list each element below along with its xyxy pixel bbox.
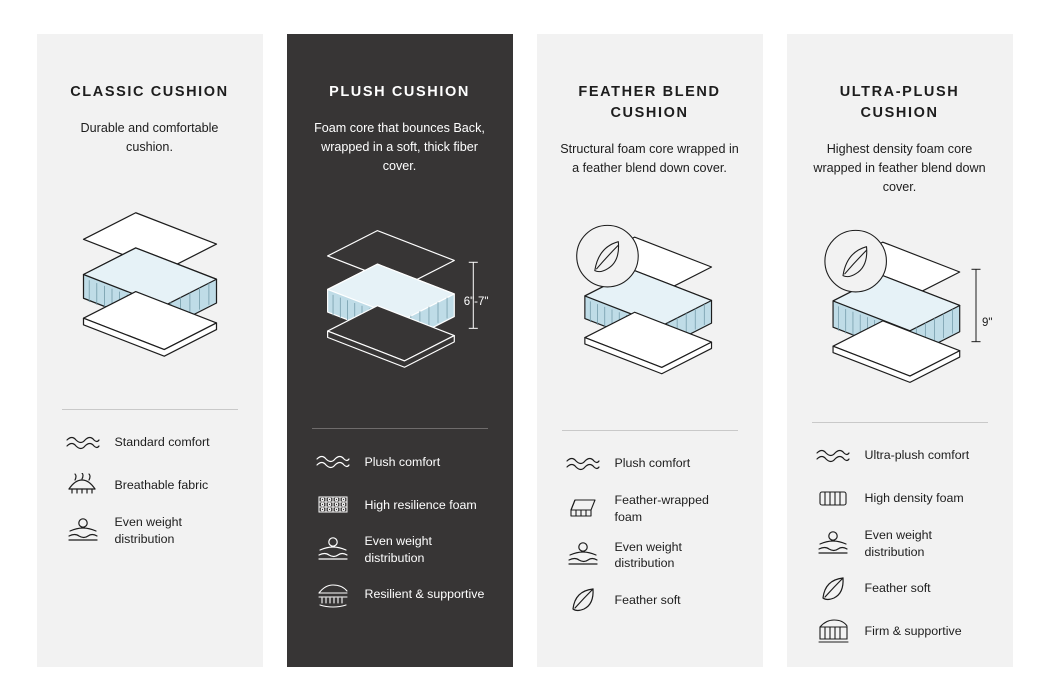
feature-label: Even weight distribution bbox=[114, 514, 183, 546]
list-item bbox=[813, 527, 987, 561]
dimension-label: 9" bbox=[982, 316, 993, 329]
feature-label: Plush comfort bbox=[364, 454, 441, 469]
feature-label: Even weight distribution bbox=[614, 539, 683, 571]
list-item bbox=[313, 490, 487, 520]
feature-label: Even weight distribution bbox=[364, 533, 433, 565]
cushion-layers-illustration bbox=[305, 188, 495, 418]
feature-label: High density foam bbox=[864, 491, 964, 506]
wave-icon bbox=[313, 447, 353, 477]
feature-label: Standard comfort bbox=[114, 435, 210, 450]
list-item bbox=[63, 428, 237, 458]
even-weight-icon bbox=[313, 535, 353, 565]
feature-label: Feather soft bbox=[864, 581, 931, 596]
grid-foam-icon bbox=[313, 490, 353, 520]
list-item bbox=[313, 447, 487, 477]
leaf-icon bbox=[813, 574, 853, 604]
wave-icon bbox=[813, 441, 853, 471]
even-weight-icon bbox=[813, 529, 853, 559]
feature-list bbox=[805, 441, 995, 647]
panel-classic-cushion[interactable] bbox=[37, 34, 263, 667]
feature-label: Even weight distribution bbox=[864, 527, 933, 559]
panel-description: Durable and comfortable cushion. bbox=[80, 120, 219, 154]
dimension-label: 6"-7" bbox=[463, 295, 489, 308]
list-item bbox=[63, 514, 237, 548]
breathable-fabric-icon bbox=[63, 471, 103, 501]
list-item bbox=[563, 492, 737, 526]
panel-description: Foam core that bounces Back, wrapped in a soft, thick fiber cover. bbox=[314, 120, 485, 173]
panel-description: Highest density foam core wrapped in feather blend down cover. bbox=[813, 141, 986, 194]
list-item bbox=[63, 471, 237, 501]
even-weight-icon bbox=[563, 540, 603, 570]
feature-label: Breathable fabric bbox=[114, 478, 209, 493]
list-item bbox=[813, 574, 987, 604]
list-item bbox=[813, 617, 987, 647]
divider bbox=[562, 430, 738, 431]
list-item bbox=[313, 533, 487, 567]
divider bbox=[312, 428, 488, 429]
cushion-layers-illustration bbox=[555, 190, 745, 420]
feature-list bbox=[305, 447, 495, 610]
list-item bbox=[813, 441, 987, 471]
divider bbox=[812, 422, 988, 423]
list-item bbox=[563, 539, 737, 573]
resilient-support-icon bbox=[313, 580, 353, 610]
wave-icon bbox=[63, 428, 103, 458]
wave-icon bbox=[563, 449, 603, 479]
list-item bbox=[563, 449, 737, 479]
list-item bbox=[813, 484, 987, 514]
feature-list bbox=[555, 449, 745, 615]
panel-title: PLUSH CUSHION bbox=[329, 83, 470, 100]
panel-title: FEATHER BLEND CUSHION bbox=[578, 83, 721, 121]
list-item bbox=[563, 585, 737, 615]
list-item bbox=[313, 580, 487, 610]
divider bbox=[62, 409, 238, 410]
cushion-layers-illustration bbox=[805, 209, 995, 412]
feature-label: Resilient & supportive bbox=[364, 587, 485, 602]
panel-ultra-plush-cushion[interactable] bbox=[787, 34, 1013, 667]
panel-feather-blend-cushion[interactable] bbox=[537, 34, 763, 667]
feather-wrapped-foam-icon bbox=[563, 494, 603, 524]
leaf-icon bbox=[563, 585, 603, 615]
high-density-foam-icon bbox=[813, 484, 853, 514]
feature-label: Feather-wrapped foam bbox=[614, 492, 709, 524]
panel-description: Structural foam core wrapped in a feather blend down cover. bbox=[560, 141, 739, 175]
feature-label: Plush comfort bbox=[614, 456, 691, 471]
feature-label: Firm & supportive bbox=[864, 624, 962, 639]
feature-list bbox=[55, 428, 245, 548]
panel-plush-cushion[interactable] bbox=[287, 34, 513, 667]
feature-label: High resilience foam bbox=[364, 497, 477, 512]
feature-label: Feather soft bbox=[614, 592, 681, 607]
panel-title: CLASSIC CUSHION bbox=[70, 83, 229, 100]
panel-title: ULTRA-PLUSH CUSHION bbox=[839, 83, 960, 121]
feature-label: Ultra-plush comfort bbox=[864, 448, 970, 463]
firm-support-icon bbox=[813, 617, 853, 647]
even-weight-icon bbox=[63, 516, 103, 546]
cushion-layers-illustration bbox=[55, 169, 245, 399]
